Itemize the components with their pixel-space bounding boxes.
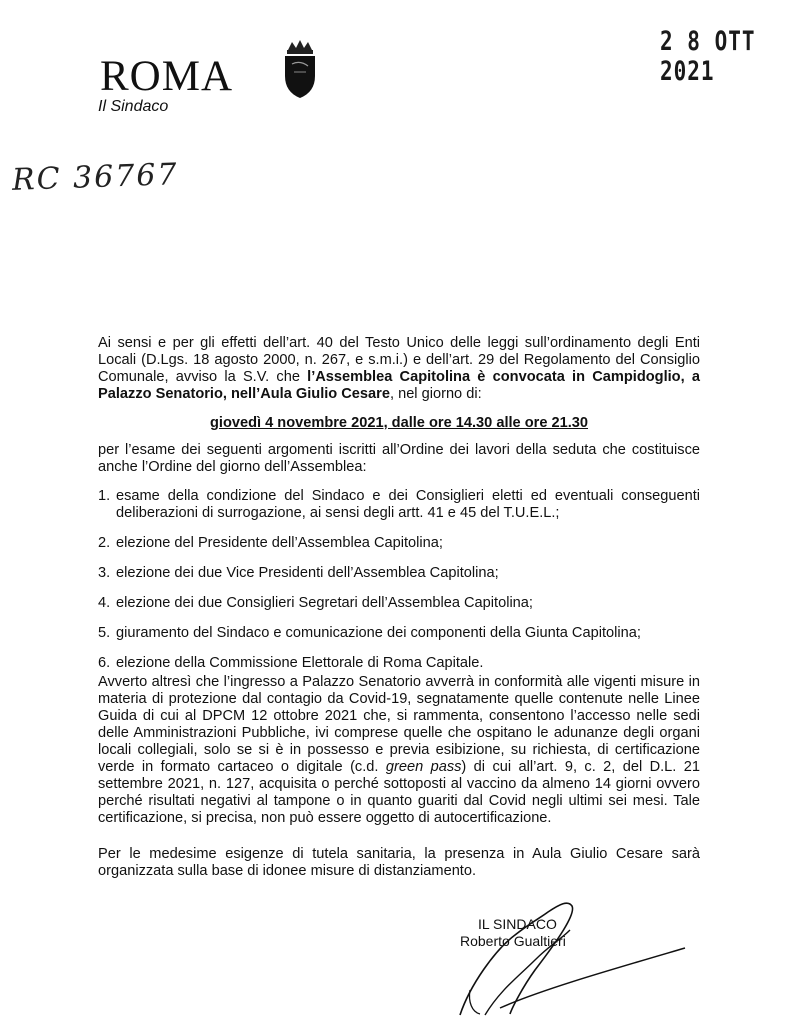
paragraph-text: Avverto altresì che l’ingresso a Palazzo Senatorio avverrà in conformità alle vigenti misure in materia di protezione dal contagio da Covid-19, segnatamente quelle contenute nelle Linee Guida di cui al DPCM 12 ottobre 2021 che, si rammenta, consentono l’accesso nelle sedi delle Amministrazioni Pubbliche, ivi comprese quelle che ospitano le adunanze degli organi locali collegiali, solo se si è in possesso e previa esibizione, su richiesta, di certificazione verde in formato cartaceo o digitale (c.d.: [98, 674, 700, 775]
agenda-number: 1.: [98, 488, 111, 504]
agenda-text: giuramento del Sindaco e comunicazione dei componenti della Giunta Capitolina;: [116, 625, 641, 641]
bold-location: l’Assemblea Capitolina è convocata in Campidoglio, a Palazzo Senatorio, nell’Aula Giulio Cesare: [98, 369, 700, 402]
date-stamp: 2 8 OTT 2021: [660, 26, 756, 86]
meeting-date: giovedì 4 novembre 2021, dalle ore 14.30 alle ore 21.30: [209, 415, 589, 431]
paragraph-text: ) di cui all’art. 9, c. 2, del D.L. 21 settembre 2021, n. 127, acquisita o perché sottoposti al vaccino da almeno 14 giorni ovvero perché risultati negativi al tampone o in quanto guariti dal Covid negli ultimi sei mesi. Tale certificazione, si precisa, non può essere oggetto di autocertificazione.: [98, 759, 700, 826]
paragraph-convocation: [98, 335, 700, 403]
signature-name: Roberto Gualtieri: [460, 933, 566, 949]
agenda-number: 3.: [98, 565, 111, 581]
agenda-text: elezione dei due Vice Presidenti dell’Assemblea Capitolina;: [116, 565, 499, 581]
agenda-text: esame della condizione del Sindaco e dei Consiglieri eletti ed eventuali conseguenti deliberazioni di surrogazione, ai sensi degli artt. 41 e 45 del T.U.E.L.;: [116, 488, 700, 521]
paragraph-covid-measures: [98, 674, 700, 827]
paragraph-distancing: Per le medesime esigenze di tutela sanitaria, la presenza in Aula Giulio Cesare sarà organizzata sulla base di idonee misure di distanziamento.: [98, 846, 700, 879]
agenda-text: elezione del Presidente dell’Assemblea Capitolina;: [116, 535, 443, 551]
brand-title: ROMA: [100, 53, 234, 100]
agenda-item: [98, 655, 700, 672]
agenda-item: [98, 535, 700, 552]
paragraph-agenda-intro: per l’esame dei seguenti argomenti iscritti all’Ordine dei lavori della seduta che costituisce anche l’Ordine del giorno dell’Assemblea:: [98, 442, 700, 475]
agenda-number: 6.: [98, 655, 111, 671]
agenda-text: elezione della Commissione Elettorale di Roma Capitale.: [116, 655, 484, 671]
agenda-item: [98, 488, 700, 522]
signature-title: IL SINDACO: [478, 916, 557, 932]
agenda-item: [98, 625, 700, 642]
agenda-number: 2.: [98, 535, 111, 551]
italic-term: green pass: [385, 759, 462, 775]
mayor-subtitle: Il Sindaco: [98, 98, 169, 115]
paragraph-text: Ai sensi e per gli effetti dell’art. 40 del Testo Unico delle leggi sull’ordinamento degli Enti Locali (D.Lgs. 18 agosto 2000, n. 267, e s.m.i.) e dell’art. 29 del Regolamento del Consiglio Comunale, avviso la S.V. che: [98, 335, 700, 385]
paragraph-text: , nel giorno di:: [389, 386, 482, 402]
agenda-number: 4.: [98, 595, 111, 611]
agenda-list: [98, 488, 700, 685]
agenda-item: [98, 595, 700, 612]
agenda-text: elezione dei due Consiglieri Segretari dell’Assemblea Capitolina;: [116, 595, 533, 611]
agenda-number: 5.: [98, 625, 111, 641]
city-crest-logo: [280, 40, 320, 100]
handwritten-reference: RC 36767: [11, 157, 180, 198]
agenda-item: [98, 565, 700, 582]
handwritten-signature: [440, 890, 690, 1020]
